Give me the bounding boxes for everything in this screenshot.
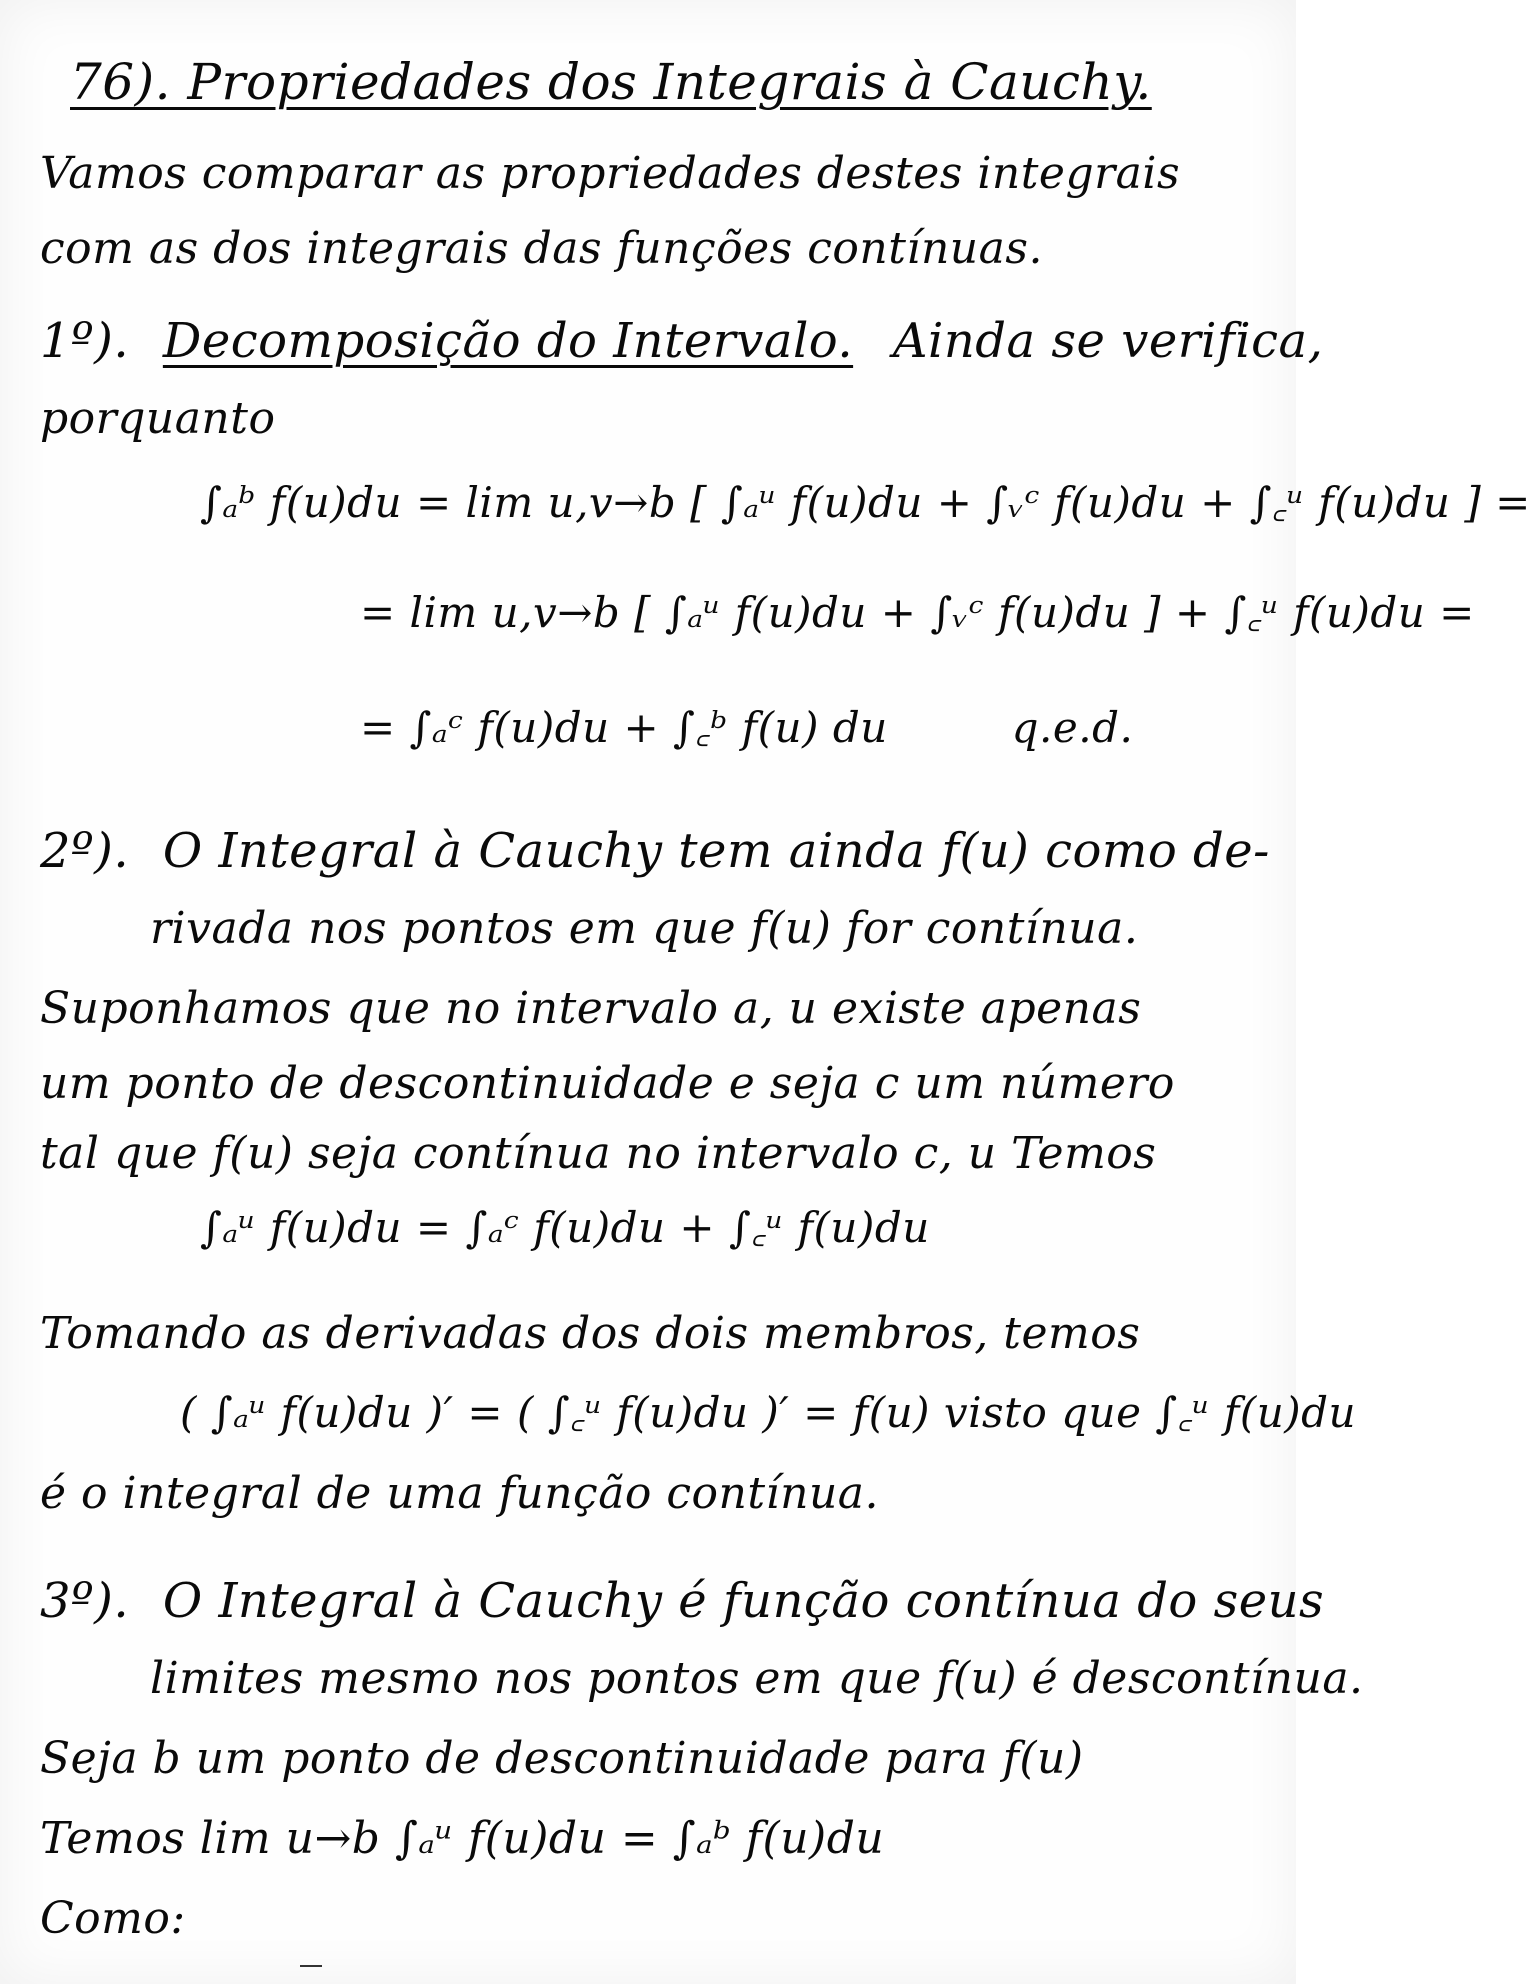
stray-pen-mark bbox=[300, 1965, 322, 1967]
section-2-equation-1: ∫ₐᵘ f(u)du = ∫ₐᶜ f(u)du + ∫꜀ᵘ f(u)du bbox=[200, 1203, 930, 1252]
section-2-line-4: um ponto de descontinuidade e seja c um número bbox=[40, 1058, 1175, 1109]
section-3-line-3: Seja b um ponto de descontinuidade para f(u) bbox=[40, 1733, 1084, 1784]
section-3-line-4: Temos lim u→b ∫ₐᵘ f(u)du = ∫ₐᵇ f(u)du bbox=[40, 1813, 885, 1864]
section-3-number: 3º). bbox=[40, 1573, 130, 1629]
intro-line-2: com as dos integrais das funções contínuas. bbox=[40, 223, 1043, 274]
section-1-text-a: Ainda se verifica, bbox=[892, 313, 1324, 369]
section-2-line-b: Tomando as derivadas dos dois membros, temos bbox=[40, 1308, 1141, 1359]
section-2-line-1: O Integral à Cauchy tem ainda f(u) como de- bbox=[162, 823, 1270, 879]
section-1-heading-row bbox=[40, 313, 1324, 369]
section-2-equation-2: ( ∫ₐᵘ f(u)du )′ = ( ∫꜀ᵘ f(u)du )′ = f(u) visto que ∫꜀ᵘ f(u)du bbox=[180, 1388, 1357, 1437]
section-2-line-5: tal que f(u) seja contínua no intervalo c, u Temos bbox=[40, 1128, 1157, 1179]
section-2-number: 2º). bbox=[40, 823, 130, 879]
section-1-heading: Decomposição do Intervalo. bbox=[162, 313, 854, 369]
section-2-line-c: é o integral de uma função contínua. bbox=[40, 1468, 880, 1519]
section-1-equation-1: ∫ₐᵇ f(u)du = lim u,v→b [ ∫ₐᵘ f(u)du + ∫ᵥᶜ f(u)du + ∫꜀ᵘ f(u)du ] = bbox=[200, 478, 1531, 527]
intro-line-1: Vamos comparar as propriedades destes integrais bbox=[40, 148, 1181, 199]
section-2-line-1-row bbox=[40, 823, 1270, 879]
section-3-line-5: Como: bbox=[40, 1893, 186, 1944]
section-3-line-2: limites mesmo nos pontos em que f(u) é descontínua. bbox=[150, 1653, 1364, 1704]
section-2-line-2: rivada nos pontos em que f(u) for contínua. bbox=[150, 903, 1139, 954]
section-1-number: 1º). bbox=[40, 313, 130, 369]
section-1-equation-2: = lim u,v→b [ ∫ₐᵘ f(u)du + ∫ᵥᶜ f(u)du ] + ∫꜀ᵘ f(u)du = bbox=[360, 588, 1475, 637]
section-3-line-1-row bbox=[40, 1573, 1325, 1629]
section-3-line-1: O Integral à Cauchy é função contínua do seus bbox=[162, 1573, 1325, 1629]
section-1-equation-3: = ∫ₐᶜ f(u)du + ∫꜀ᵇ f(u) du bbox=[360, 703, 888, 752]
section-1-text-b: porquanto bbox=[40, 393, 276, 444]
section-1-qed: q.e.d. bbox=[1011, 703, 1134, 752]
page-title: 76). Propriedades dos Integrais à Cauchy. bbox=[70, 53, 1152, 111]
section-1-equation-3-row bbox=[360, 705, 1256, 751]
section-2-line-3: Suponhamos que no intervalo a, u existe apenas bbox=[40, 983, 1142, 1034]
